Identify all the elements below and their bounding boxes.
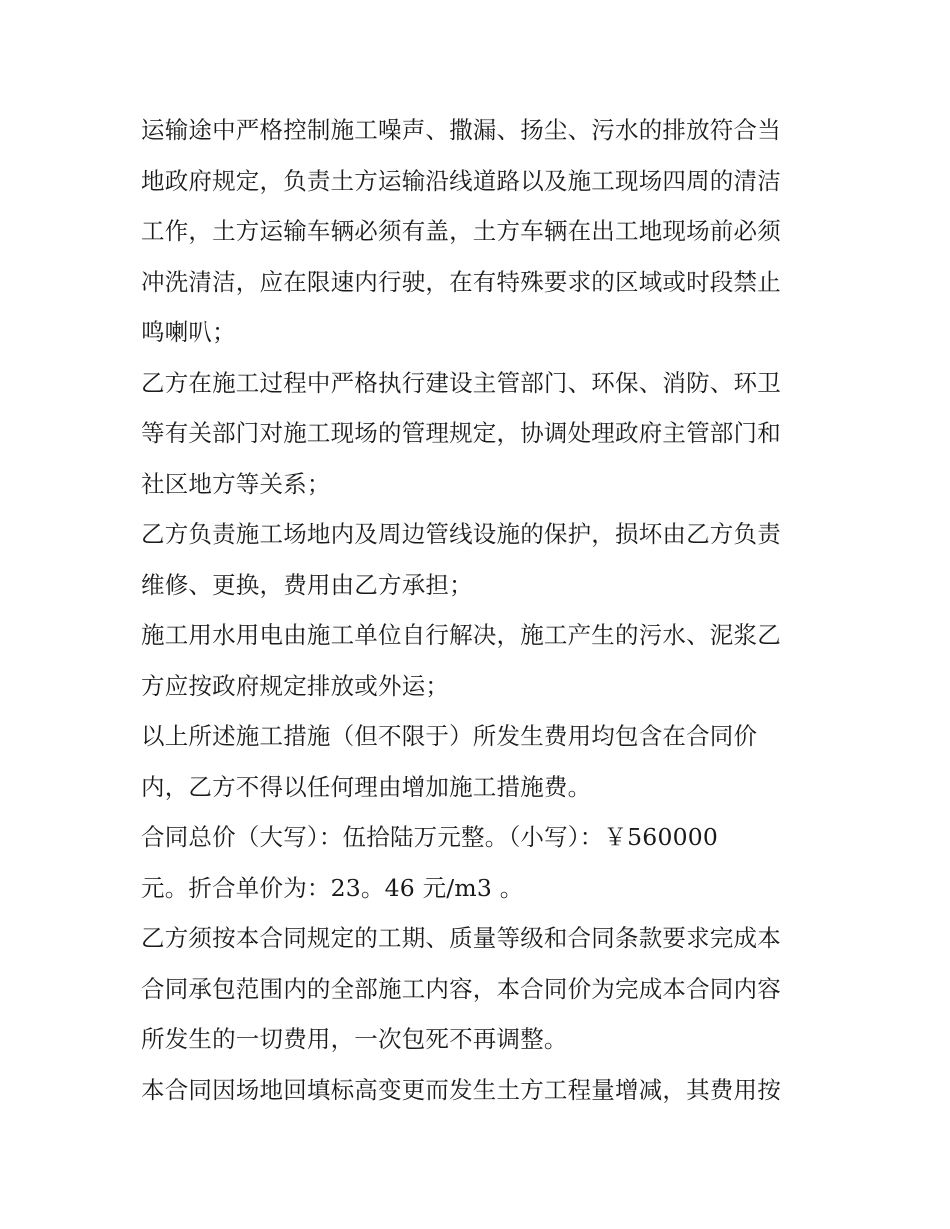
- text-line: 乙方在施工过程中严格执行建设主管部门、环保、消防、环卫: [141, 368, 781, 397]
- text-line: 等有关部门对施工现场的管理规定，协调处理政府主管部门和: [141, 419, 781, 447]
- text-line: 施工用水用电由施工单位自行解决，施工产生的污水、泥浆乙: [141, 621, 781, 649]
- text-line: 乙方须按本合同规定的工期、质量等级和合同条款要求完成本: [141, 924, 781, 952]
- text-line: 运输途中严格控制施工噪声、撒漏、扬尘、污水的排放符合当: [141, 116, 781, 144]
- text-line: 维修、更换，费用由乙方承担；: [141, 570, 473, 599]
- text-line: 本合同因场地回填标高变更而发生土方工程量增减，其费用按: [141, 1075, 781, 1104]
- text-line: 冲洗清洁，应在限速内行驶，在有特殊要求的区域或时段禁止: [141, 267, 781, 296]
- text-line: 社区地方等关系；: [141, 469, 331, 498]
- text-line: 合同承包范围内的全部施工内容，本合同价为完成本合同内容: [141, 974, 781, 1003]
- text-line: 以上所述施工措施（但不限于）所发生费用均包含在合同价: [141, 722, 758, 750]
- text-line: 地政府规定，负责土方运输沿线道路以及施工现场四周的清洁: [141, 166, 781, 195]
- document-body: [141, 105, 821, 1115]
- text-line: 合同总价（大写）：伍拾陆万元整。（小写）：￥560000: [141, 823, 719, 851]
- text-line: 内，乙方不得以任何理由增加施工措施费。: [141, 772, 592, 801]
- text-line: 方应按政府规定排放或外运；: [141, 671, 450, 700]
- text-line: 乙方负责施工场地内及周边管线设施的保护，损坏由乙方负责: [141, 520, 781, 548]
- text-line: 所发生的一切费用，一次包死不再调整。: [141, 1025, 568, 1053]
- text-line: 鸣喇叭；: [141, 318, 236, 346]
- text-line: 元。折合单价为：23。46 元/m3 。: [141, 873, 524, 902]
- text-line: 工作，土方运输车辆必须有盖，土方车辆在出工地现场前必须: [141, 217, 781, 245]
